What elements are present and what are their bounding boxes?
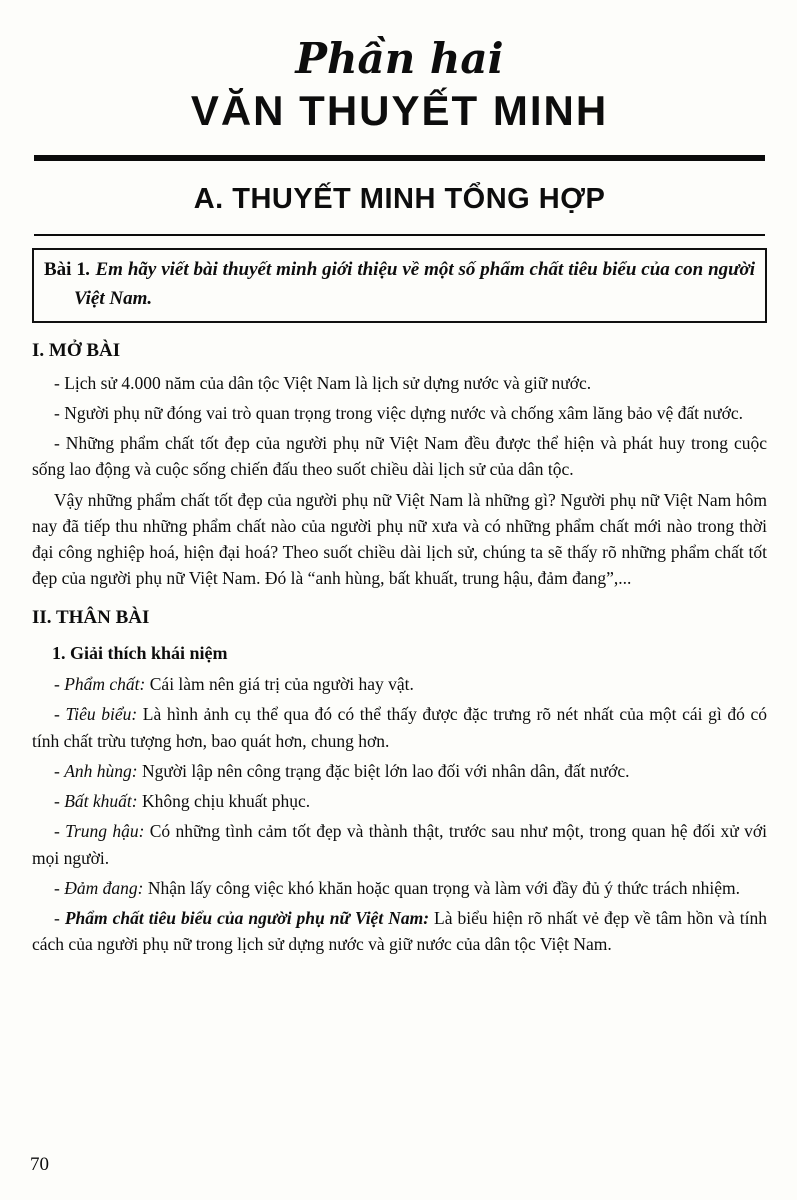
definition-item: - Phẩm chất: Cái làm nên giá trị của người hay vật.: [54, 674, 414, 694]
definition-item: - Trung hậu: Có những tình cảm tốt đẹp và thành thật, trước sau như một, trong quan hệ đối xử với mọi người.: [32, 821, 768, 868]
exercise-text: [44, 256, 755, 313]
definition-item: - Anh hùng: Người lập nên công trạng đặc biệt lớn lao đối với nhân dân, đất nước.: [54, 760, 630, 781]
exercise-box: [32, 248, 767, 323]
part-title-main: VĂN THUYẾT MINH: [190, 87, 609, 134]
divider-thick: [34, 155, 765, 161]
dash-paragraph: - Người phụ nữ đóng vai trò quan trọng trong việc dựng nước và chống xâm lăng bảo vệ đất nước.: [54, 402, 743, 423]
divider-thin: [34, 234, 765, 236]
dash-paragraph: - Những phẩm chất tốt đẹp của người phụ nữ Việt Nam đều được thể hiện và phát huy trong cuộc sống lao động và cuộc sống chiến đấu theo suốt chiều dài lịch sử của dân tộc.: [32, 433, 767, 480]
term-lead: Tiêu biểu:: [65, 704, 138, 725]
definition-item: - Tiêu biểu: Là hình ảnh cụ thể qua đó có thể thấy được đặc trưng rõ nét nhất của một cái gì đó có tính chất trừu tượng hơn, bao quát hơn, chung hơn.: [32, 704, 767, 751]
dash-paragraph: - Lịch sử 4.000 năm của dân tộc Việt Nam là lịch sử dựng nước và giữ nước.: [54, 372, 592, 393]
content-blocks: [32, 337, 767, 958]
term-lead: Đảm đang:: [64, 877, 144, 898]
term-lead: Trung hậu:: [65, 821, 145, 842]
part-title-script: Phần hai: [295, 34, 504, 83]
sub-heading: 1. Giải thích khái niệm: [52, 643, 228, 663]
term-lead: Phẩm chất:: [64, 674, 146, 694]
definition-item: - Bất khuất: Không chịu khuất phục.: [54, 791, 311, 811]
paragraph: Vậy những phẩm chất tốt đẹp của người phụ nữ Việt Nam là những gì? Người phụ nữ Việt Nam hôm nay đã tiếp thu những phẩm chất nào của người phụ nữ xưa và có những phẩm chất mới nào trong thời đại công nghiệp hoá, hiện đại hoá? Theo suốt chiều dài lịch sử, chúng ta sẽ thấy rõ những phẩm chất tốt đẹp của người phụ nữ Việt Nam. Đó là “anh hùng, bất khuất, trung hậu, đảm đang”,...: [32, 489, 767, 589]
page-number: 70: [30, 1154, 49, 1175]
section-title: A. THUYẾT MINH TỔNG HỢP: [193, 183, 606, 215]
definition-item: - Đảm đang: Nhận lấy công việc khó khăn hoặc quan trọng và làm với đầy đủ ý thức trách nhiệm.: [54, 877, 740, 898]
term-lead: Anh hùng:: [64, 760, 138, 781]
term-lead: Bất khuất:: [64, 791, 138, 811]
section-heading: II. THÂN BÀI: [32, 606, 150, 628]
exercise-body: . Em hãy viết bài thuyết minh giới thiệu về một số phẩm chất tiêu biểu của con người Việt Nam.: [74, 259, 755, 309]
term-lead: Phẩm chất tiêu biểu của người phụ nữ Việt Nam:: [64, 908, 430, 928]
definition-item: - Phẩm chất tiêu biểu của người phụ nữ Việt Nam: Là biểu hiện rõ nhất vẻ đẹp về tâm hồn và tính cách của người phụ nữ trong lịch sử dựng nước và giữ nước của dân tộc Việt Nam.: [32, 908, 768, 955]
exercise-label: Bài 1: [44, 259, 86, 280]
section-heading: I. MỞ BÀI: [32, 340, 121, 361]
